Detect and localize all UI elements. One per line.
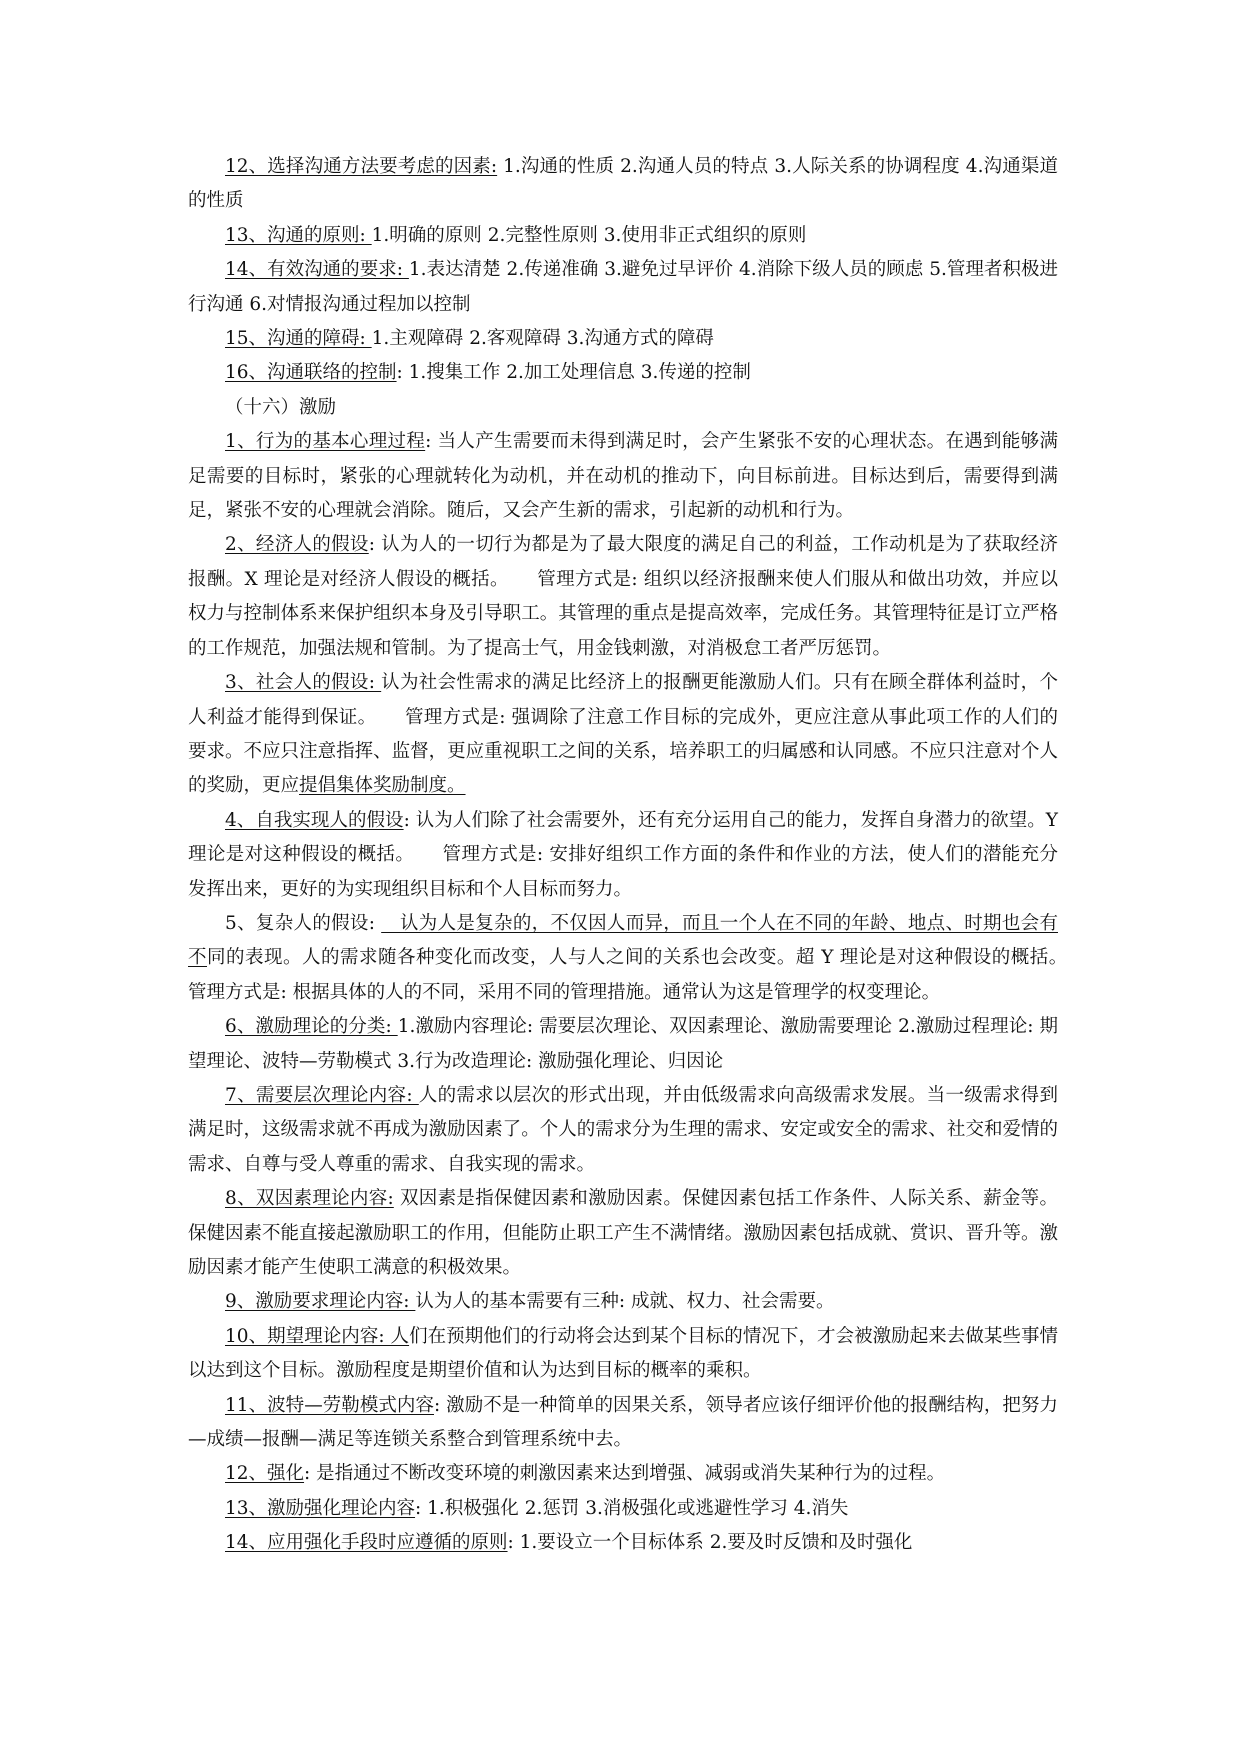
paragraph-16	[188, 356, 1058, 390]
term-label: 7、需要层次理论内容:	[225, 1084, 419, 1106]
item-11	[188, 1389, 1058, 1458]
term-text: 双因素是指保健因素和激励因素。保健因素包括工作条件、人际关系、薪金等。保健因素不能直接起激励职工的作用，但能防止职工产生不满情绪。激励因素包括成就、赏识、晋升等。激励因素才能产生使职工满意的积极效果。	[188, 1188, 1058, 1278]
item-10	[188, 1320, 1058, 1389]
term-label: 6、激励理论的分类:	[225, 1016, 398, 1038]
paragraph-14	[188, 253, 1058, 322]
term-label: 12、强化	[225, 1463, 305, 1485]
item-1	[188, 425, 1058, 528]
term-label: 10、期望理论内容: 人	[225, 1325, 410, 1347]
item-5	[188, 907, 1095, 1010]
item-12	[188, 1457, 1058, 1491]
term-label: 2、经济人的假设	[225, 534, 369, 556]
term-text: : 认为人们除了社会需要外，还有充分运用自己的能力，发挥自身潜力的欲望。Y 理论是对这种假设的概括。 管理方式是: 安排好组织工作方面的条件和作业的方法，使人们的潜能充分发挥出来，更好的为实现组织目标和个人目标而努力。	[188, 809, 1058, 900]
term-label: 8、双因素理论内容:	[225, 1188, 394, 1210]
term-label: 11、波特—劳勒模式内容	[225, 1394, 434, 1416]
term-text: 人的需求以层次的形式出现，并由低级需求向高级需求发展。当一级需求得到满足时，这级需求就不再成为激励因素了。个人的需求分为生理的需求、安定或安全的需求、社交和爱情的需求、自尊与受人尊重的需求、自我实现的需求。	[188, 1084, 1058, 1175]
term-text: : 1.要设立一个目标体系 2.要及时反馈和及时强化	[507, 1532, 913, 1554]
term-text: 同的表现。人的需求随各种变化而改变，人与人之间的关系也会改变。超 Y 理论是对这种假设的概括。 管理方式是: 根据具体的人的不同，采用不同的管理措施。通常认为这是管理学的权变理论。	[188, 947, 1095, 1003]
term-label: 5、复杂人的假设:	[225, 912, 382, 934]
paragraph-13	[188, 219, 1058, 253]
item-7	[188, 1079, 1058, 1182]
item-8	[188, 1182, 1058, 1285]
term-label: 4、自我实现人的假设	[225, 809, 404, 831]
item-6	[188, 1010, 1058, 1079]
term-text: 1.激励内容理论: 需要层次理论、双因素理论、激励需要理论 2.激励过程理论: 期望理论、波特—劳勒模式 3.行为改造理论: 激励强化理论、归因论	[188, 1016, 1058, 1072]
paragraph-15	[188, 322, 1058, 356]
term-label: 9、激励要求理论内容:	[225, 1291, 416, 1313]
term-text: : 激励不是一种简单的因果关系，领导者应该仔细评价他的报酬结构，把努力—成绩—报酬—满足等连锁关系整合到管理系统中去。	[188, 1394, 1058, 1451]
item-14	[188, 1526, 1058, 1560]
term-label: 15、沟通的障碍:	[225, 328, 372, 350]
term-text: : 当人产生需要而未得到满足时，会产生紧张不安的心理状态。在遇到能够满足需要的目标时，紧张的心理就转化为动机，并在动机的推动下，向目标前进。目标达到后，需要得到满足，紧张不安的心理就会消除。随后，又会产生新的需求，引起新的动机和行为。	[188, 431, 1058, 522]
term-label: 14、应用强化手段时应遵循的原则	[225, 1532, 508, 1554]
section-title: （十六）激励	[225, 396, 337, 418]
term-text: 认为社会性需求的满足比经济上的报酬更能激励人们。只有在顾全群体利益时，个人利益才能得到保证。 管理方式是: 强调除了注意工作目标的完成外，更应注意从事此项工作的人们的要求。不应只注意指挥、监督，更应重视职工之间的关系，培养职工的归属感和认同感。不应只注意对个人的奖励，更应	[188, 672, 1058, 797]
term-label: 1、行为的基本心理过程	[225, 431, 426, 453]
item-2	[188, 528, 1058, 666]
term-label: 16、沟通联络的控制	[225, 362, 397, 384]
term-text: 认为人的基本需要有三种: 成就、权力、社会需要。	[415, 1291, 835, 1313]
term-tail-underlined: 提倡集体奖励制度。	[299, 775, 466, 797]
item-9	[188, 1285, 1058, 1319]
paragraph-12	[188, 150, 1058, 219]
term-label: 3、社会人的假设:	[225, 672, 382, 694]
term-text: 1.表达清楚 2.传递准确 3.避免过早评价 4.消除下级人员的顾虑 5.管理者积极进行沟通 6.对情报沟通过程加以控制	[188, 259, 1059, 315]
term-text: 1.主观障碍 2.客观障碍 3.沟通方式的障碍	[371, 328, 714, 350]
item-4	[188, 804, 1058, 907]
term-text: 1.沟通的性质 2.沟通人员的特点 3.人际关系的协调程度 4.沟通渠道的性质	[188, 156, 1058, 212]
item-3	[188, 666, 1058, 804]
term-text: : 1.搜集工作 2.加工处理信息 3.传递的控制	[396, 362, 751, 384]
item-13	[188, 1492, 1058, 1526]
term-label: 12、选择沟通方法要考虑的因素:	[225, 156, 498, 177]
term-label: 14、有效沟通的要求:	[225, 259, 409, 281]
term-text: 1.明确的原则 2.完整性原则 3.使用非正式组织的原则	[371, 224, 807, 246]
term-text: 们在预期他们的行动将会达到某个目标的情况下，才会被激励起来去做某些事情以达到这个目标。激励程度是期望价值和认为达到目标的概率的乘积。	[188, 1325, 1058, 1382]
term-label: 13、沟通的原则:	[225, 224, 372, 246]
term-text: : 1.积极强化 2.惩罚 3.消极强化或逃避性学习 4.消失	[415, 1497, 849, 1519]
term-text: : 认为人的一切行为都是为了最大限度的满足自己的利益，工作动机是为了获取经济报酬。X 理论是对经济人假设的概括。 管理方式是: 组织以经济报酬来使人们服从和做出功效，并应以权力与控制体系来保护组织本身及引导职工。其管理的重点是提高效率，完成任务。其管理特征是订立严格的工作规范，加强法规和管制。为了提高士气，用金钱刺激，对消极怠工者严厉惩罚。	[188, 534, 1058, 659]
document-page	[188, 150, 1095, 1561]
term-underlined-text: 认为人是复杂的，不仅因人而异，而且一个人在不同的年龄、地点、时期也会有不	[188, 912, 1058, 969]
term-label: 13、激励强化理论内容	[225, 1497, 416, 1519]
term-text: : 是指通过不断改变环境的刺激因素来达到增强、减弱或消失某种行为的过程。	[304, 1463, 946, 1485]
